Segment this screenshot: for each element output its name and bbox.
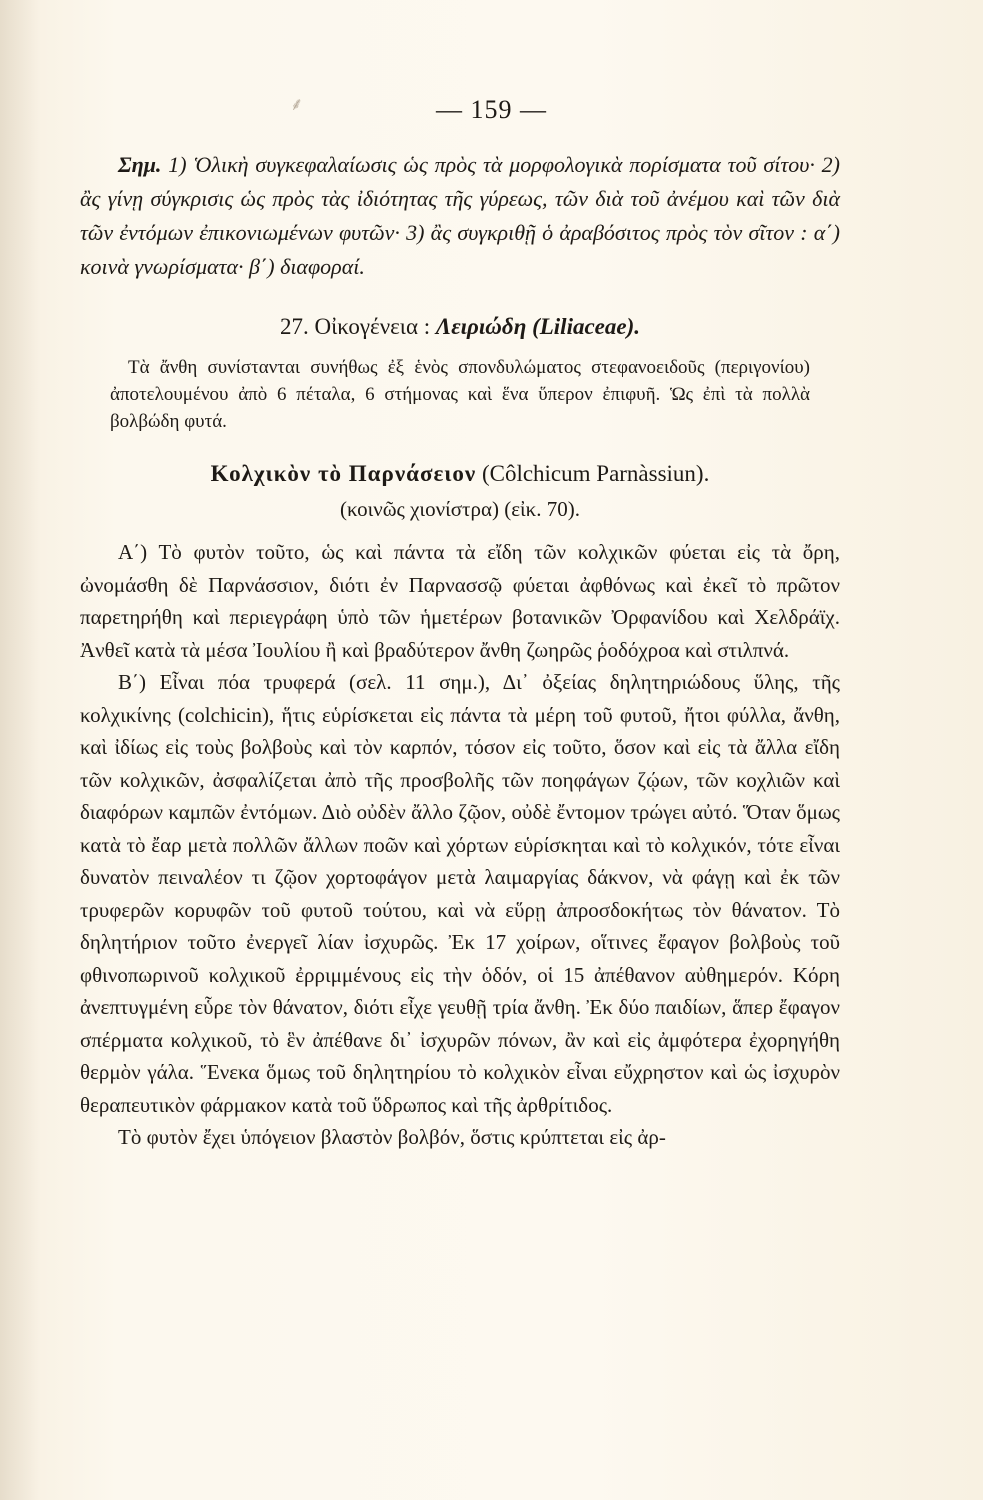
page-content	[80, 148, 840, 1154]
paragraph-b: Β΄) Εἶναι πόα τρυφερά (σελ. 11 σημ.), Δι᾿ ὀξείας δηλητηριώδους ὕλης, τῆς κολχικίνης (colchicin), ἥτις εὑρίσκεται εἰς πάντα τὰ μέρη τοῦ φυτοῦ, ἤτοι φύλλα, ἄνθη, καὶ ἰδίως εἰς τοὺς βολβοὺς καὶ τὸν καρπόν, τόσον εἰς τοῦτο, ὅσον καὶ εἰς τὰ ἄλλα εἴδη τῶν κολχικῶν, ἀσφαλίζεται ἀπὸ τῆς προσβολῆς τῶν ποηφάγων ζῴων, τῶν κοχλιῶν καὶ διαφόρων καμπῶν ἐντόμων. Διὸ οὐδὲν ἄλλο ζῷον, οὐδὲ ἔντομον τρώγει αὐτό. Ὅταν ὅμως κατὰ τὸ ἔαρ μετὰ πολλῶν ἄλλων ποῶν καὶ χόρτων εὑρίσκηται καὶ τὸ κολχικόν, τότε εἶναι δυνατὸν πειναλέον τι ζῷον χορτοφάγον μετὰ λαιμαργίας δάκνον, νὰ φάγῃ καὶ ἐκ τῶν τρυφερῶν κορυφῶν τοῦ φυτοῦ τούτου, καὶ νὰ εὕρῃ ἀπροσδοκήτως τὸν θάνατον. Τὸ δηλητήριον τοῦτο ἐνεργεῖ λίαν ἰσχυρῶς. Ἐκ 17 χοίρων, οἵτινες ἔφαγον βολβοὺς τοῦ φθινοπωρινοῦ κολχικοῦ ἐρριμμένους εἰς τὴν ὁδόν, οἱ 15 ἀπέθανον αὐθημερόν. Κόρη ἀνεπτυγμένη εὗρε τὸν θάνατον, διότι εἶχε γευθῇ τρία ἄνθη. Ἐκ δύο παιδίων, ἅπερ ἔφαγον σπέρματα κολχικοῦ, τὸ ἓν ἀπέθανε δι᾿ ἰσχυρῶν πόνων, ἂν καὶ εἰς ἀμφότερα ἐχορηγήθη θερμὸν γάλα. Ἕνεκα ὅμως τοῦ δηλητηρίου τὸ κολχικὸν εἶναι εὔχρηστον καὶ ὡς ἰσχυρὸν θεραπευτικὸν φάρμακον κατὰ τοῦ ὕδρωπος καὶ τῆς ἀρθρίτιδος.	[80, 670, 840, 1117]
ink-stain-mark: ⸙	[290, 94, 304, 115]
family-description: Τὰ ἄνθη συνίστανται συνήθως ἐξ ἑνὸς σπονδυλώματος στεφανοειδοῦς (περιγονίου) ἀποτελουμένου ἀπὸ 6 πέταλα, 6 στήμονας καὶ ἕνα ὕπερον ἐπιφυῆ. Ὡς ἐπὶ τὰ πολλὰ βολβώδη φυτά.	[110, 357, 810, 432]
common-name: (κοινῶς χιονίστρα) (εἰκ. 70).	[339, 497, 581, 521]
page-number: — 159 —	[436, 95, 547, 124]
paragraph-a: Α΄) Τὸ φυτὸν τοῦτο, ὡς καὶ πάντα τὰ εἴδη τῶν κολχικῶν φύεται εἰς τὰ ὄρη, ὠνομάσθη δὲ Παρνάσσιον, διότι ἐν Παρνασσῷ φύεται ἀφθόνως καὶ ἐκεῖ τὸ πρῶτον παρετηρήθη καὶ περιεγράφη ὑπὸ τῶν ἡμετέρων βοτανικῶν Ὀρφανίδου καὶ Χελδράϊχ. Ἀνθεῖ κατὰ τὰ μέσα Ἰουλίου ἢ καὶ βραδύτερον ἄνθη ζωηρῶς ῥοδόχροα καὶ στιλπνά.	[80, 540, 840, 662]
family-heading	[80, 314, 840, 340]
note-text: 1) Ὁλικὴ συγκεφαλαίωσις ὡς πρὸς τὰ μορφολογικὰ πορίσματα τοῦ σίτου· 2) ἂς γίνῃ σύγκρισις ὡς πρὸς τὰς ἰδιότητας τῆς γύρεως, τῶν διὰ τοῦ ἀνέμου καὶ τῶν διὰ τῶν ἐντόμων ἐπικονιωμένων φυτῶν· 3) ἂς συγκριθῇ ὁ ἀραβόσιτος πρὸς τὸν σῖτον : α΄) κοινὰ γνωρίσματα· β΄) διαφοραί.	[80, 152, 840, 279]
species-latin: (Côlchicum Parnàssiun).	[481, 461, 710, 486]
paragraph-c: Τὸ φυτὸν ἔχει ὑπόγειον βλαστὸν βολβόν, ὅστις κρύπτεται εἰς ἀρ-	[118, 1125, 666, 1149]
family-name: Λειριώδη (Liliaceae).	[435, 314, 640, 339]
note-lead: Σημ.	[118, 152, 162, 177]
species-name: Κολχικὸν τὸ Παρνάσειον	[210, 461, 477, 486]
study-note	[80, 148, 840, 284]
body-text	[80, 536, 840, 1154]
gutter-shadow	[0, 0, 40, 1500]
species-heading	[80, 461, 840, 487]
family-number: 27. Οἰκογένεια :	[280, 314, 431, 339]
